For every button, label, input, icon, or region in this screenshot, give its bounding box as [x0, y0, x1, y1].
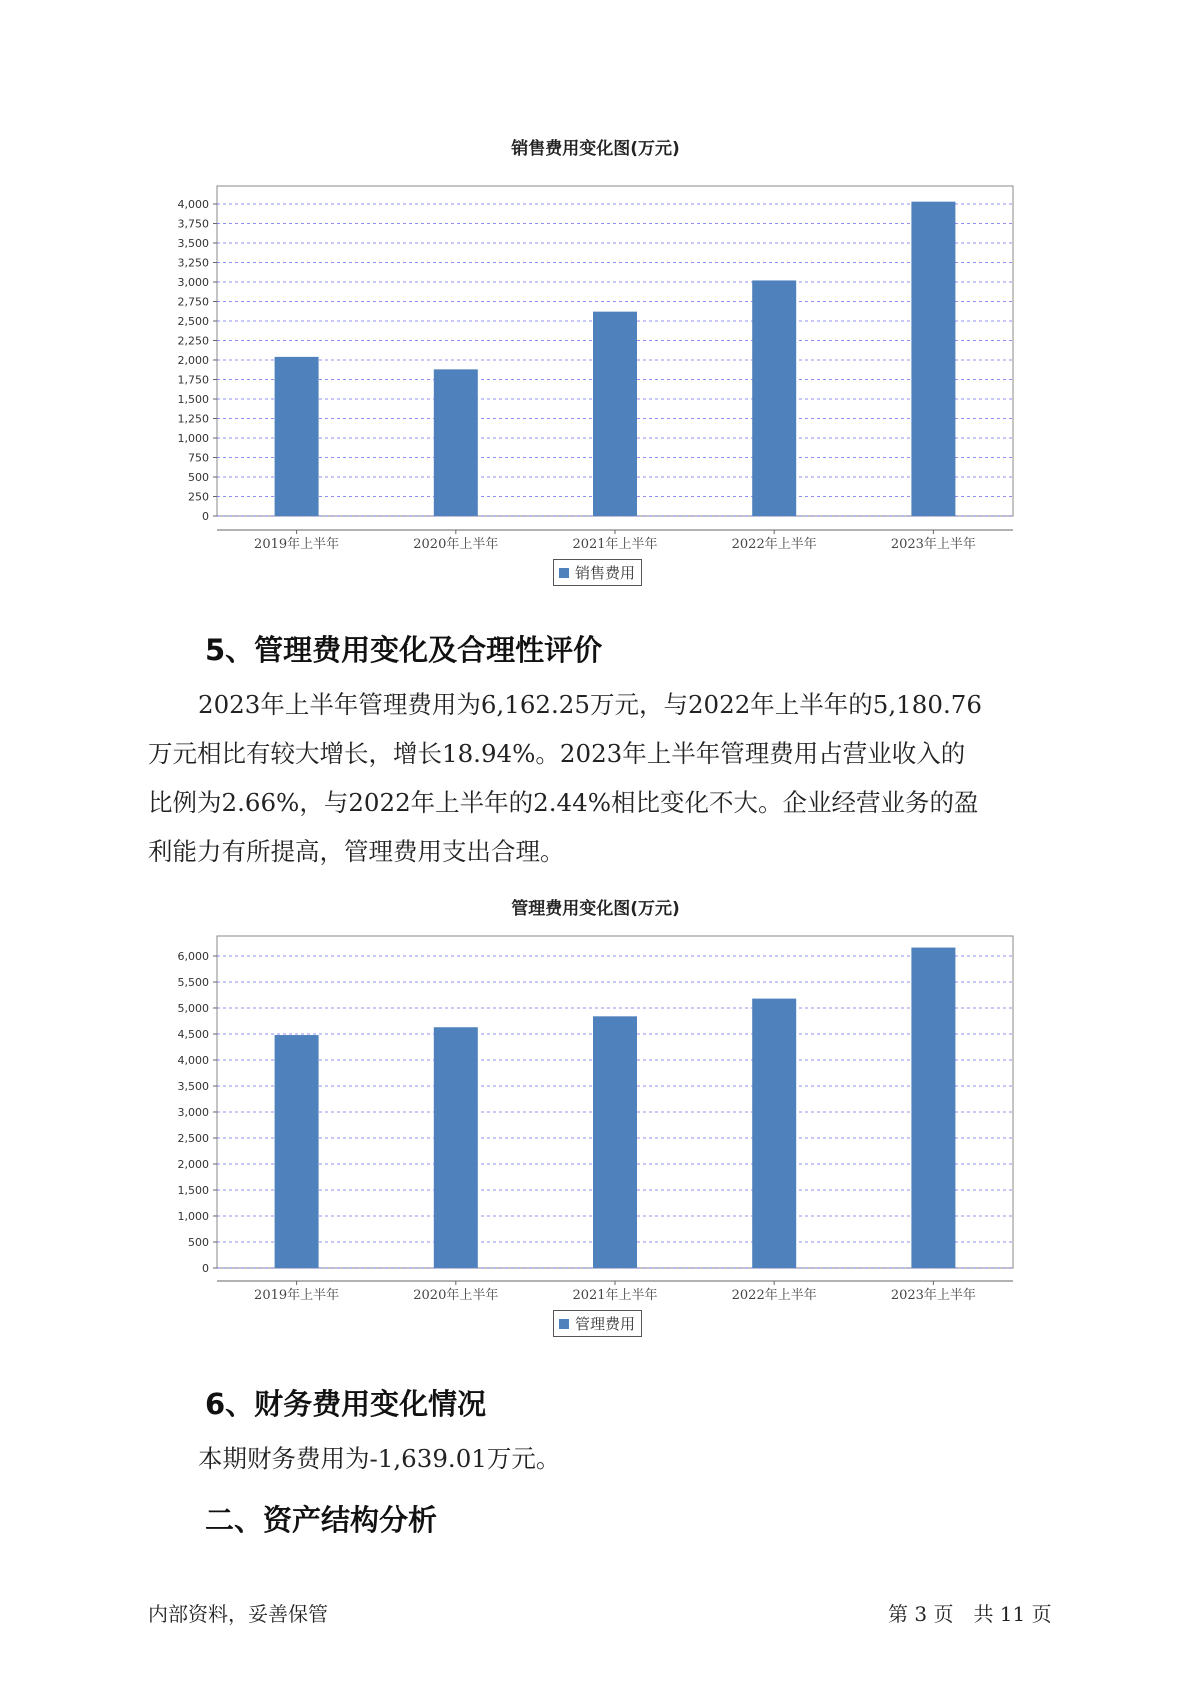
- paragraph-line: 利能力有所提高，管理费用支出合理。: [148, 837, 565, 866]
- x-tick-label: 2020年上半年: [413, 1288, 499, 1303]
- footer-page-number: 第 3 页 共 11 页: [888, 1602, 1052, 1626]
- chart-svg: [0, 0, 1191, 600]
- footer-left: 内部资料，妥善保管: [148, 1602, 328, 1626]
- bar: [593, 1016, 637, 1268]
- y-tick-label: 2,750: [177, 295, 209, 309]
- y-tick-label: 4,000: [177, 198, 209, 211]
- admin-expense-chart: [0, 860, 1191, 1380]
- x-tick-label: 2023年上半年: [890, 537, 976, 552]
- bar: [911, 202, 955, 516]
- section-heading-6: 6、财务费用变化情况: [205, 1387, 487, 1421]
- y-tick-label: 500: [188, 471, 209, 484]
- chart-svg: [0, 860, 1191, 1380]
- bar: [434, 1027, 478, 1268]
- y-tick-label: 0: [202, 510, 209, 523]
- section-heading-5: 5、管理费用变化及合理性评价: [205, 633, 603, 667]
- bar: [434, 369, 478, 516]
- legend-swatch: [559, 568, 569, 578]
- x-tick-label: 2021年上半年: [572, 1288, 658, 1303]
- x-tick-label: 2022年上半年: [731, 537, 817, 552]
- y-tick-label: 3,750: [177, 217, 209, 231]
- y-tick-label: 6,000: [177, 950, 209, 963]
- y-tick-label: 2,500: [177, 315, 209, 328]
- x-tick-label: 2019年上半年: [254, 1288, 340, 1303]
- x-tick-label: 2022年上半年: [731, 1288, 817, 1303]
- y-tick-label: 4,500: [177, 1028, 209, 1041]
- y-tick-label: 1,000: [177, 1210, 209, 1223]
- y-tick-label: 1,500: [177, 393, 209, 406]
- y-tick-label: 1,500: [177, 1184, 209, 1197]
- y-tick-label: 0: [202, 1262, 209, 1275]
- chart-legend: [553, 559, 642, 586]
- legend-swatch: [559, 1319, 569, 1329]
- x-tick-label: 2020年上半年: [413, 537, 499, 552]
- bar: [275, 1035, 319, 1268]
- bar: [593, 312, 637, 516]
- y-tick-label: 2,500: [177, 1132, 209, 1145]
- y-tick-label: 5,500: [177, 976, 209, 989]
- paragraph-line: 本期财务费用为-1,639.01万元。: [198, 1444, 561, 1473]
- paragraph-line: 万元相比有较大增长，增长18.94%。2023年上半年管理费用占营业收入的: [148, 739, 966, 768]
- x-tick-label: 2021年上半年: [572, 537, 658, 552]
- y-tick-label: 3,000: [177, 276, 209, 289]
- bar: [752, 280, 796, 516]
- sales-expense-chart: [0, 0, 1191, 600]
- bar: [911, 948, 955, 1268]
- y-tick-label: 4,000: [177, 1054, 209, 1067]
- y-tick-label: 3,000: [177, 1106, 209, 1119]
- y-tick-label: 500: [188, 1236, 209, 1249]
- y-tick-label: 1,750: [177, 373, 209, 387]
- y-tick-label: 2,000: [177, 354, 209, 367]
- y-tick-label: 2,250: [177, 334, 209, 348]
- paragraph-line: 比例为2.66%，与2022年上半年的2.44%相比变化不大。企业经营业务的盈: [148, 788, 979, 817]
- y-tick-label: 750: [188, 451, 209, 465]
- paragraph-line: 2023年上半年管理费用为6,162.25万元，与2022年上半年的5,180.76: [198, 690, 982, 719]
- chart-title: 管理费用变化图(万元): [511, 899, 680, 919]
- x-tick-label: 2023年上半年: [890, 1288, 976, 1303]
- y-tick-label: 2,000: [177, 1158, 209, 1171]
- section-paragraph-5: [148, 680, 1048, 876]
- chart-title: 销售费用变化图(万元): [511, 139, 680, 159]
- bar: [752, 999, 796, 1268]
- legend-label: 管理费用: [575, 1315, 636, 1333]
- legend-label: 销售费用: [575, 564, 636, 582]
- x-tick-label: 2019年上半年: [254, 537, 340, 552]
- y-tick-label: 3,500: [177, 237, 209, 250]
- section-heading-asset-structure: 二、资产结构分析: [205, 1503, 438, 1537]
- bar: [275, 357, 319, 516]
- y-tick-label: 1,000: [177, 432, 209, 445]
- chart-legend: [553, 1310, 642, 1337]
- y-tick-label: 3,500: [177, 1080, 209, 1093]
- y-tick-label: 250: [188, 490, 209, 504]
- section-paragraph-6: [148, 1434, 1048, 1483]
- y-tick-label: 1,250: [177, 412, 209, 426]
- y-tick-label: 5,000: [177, 1002, 209, 1015]
- y-tick-label: 3,250: [177, 256, 209, 270]
